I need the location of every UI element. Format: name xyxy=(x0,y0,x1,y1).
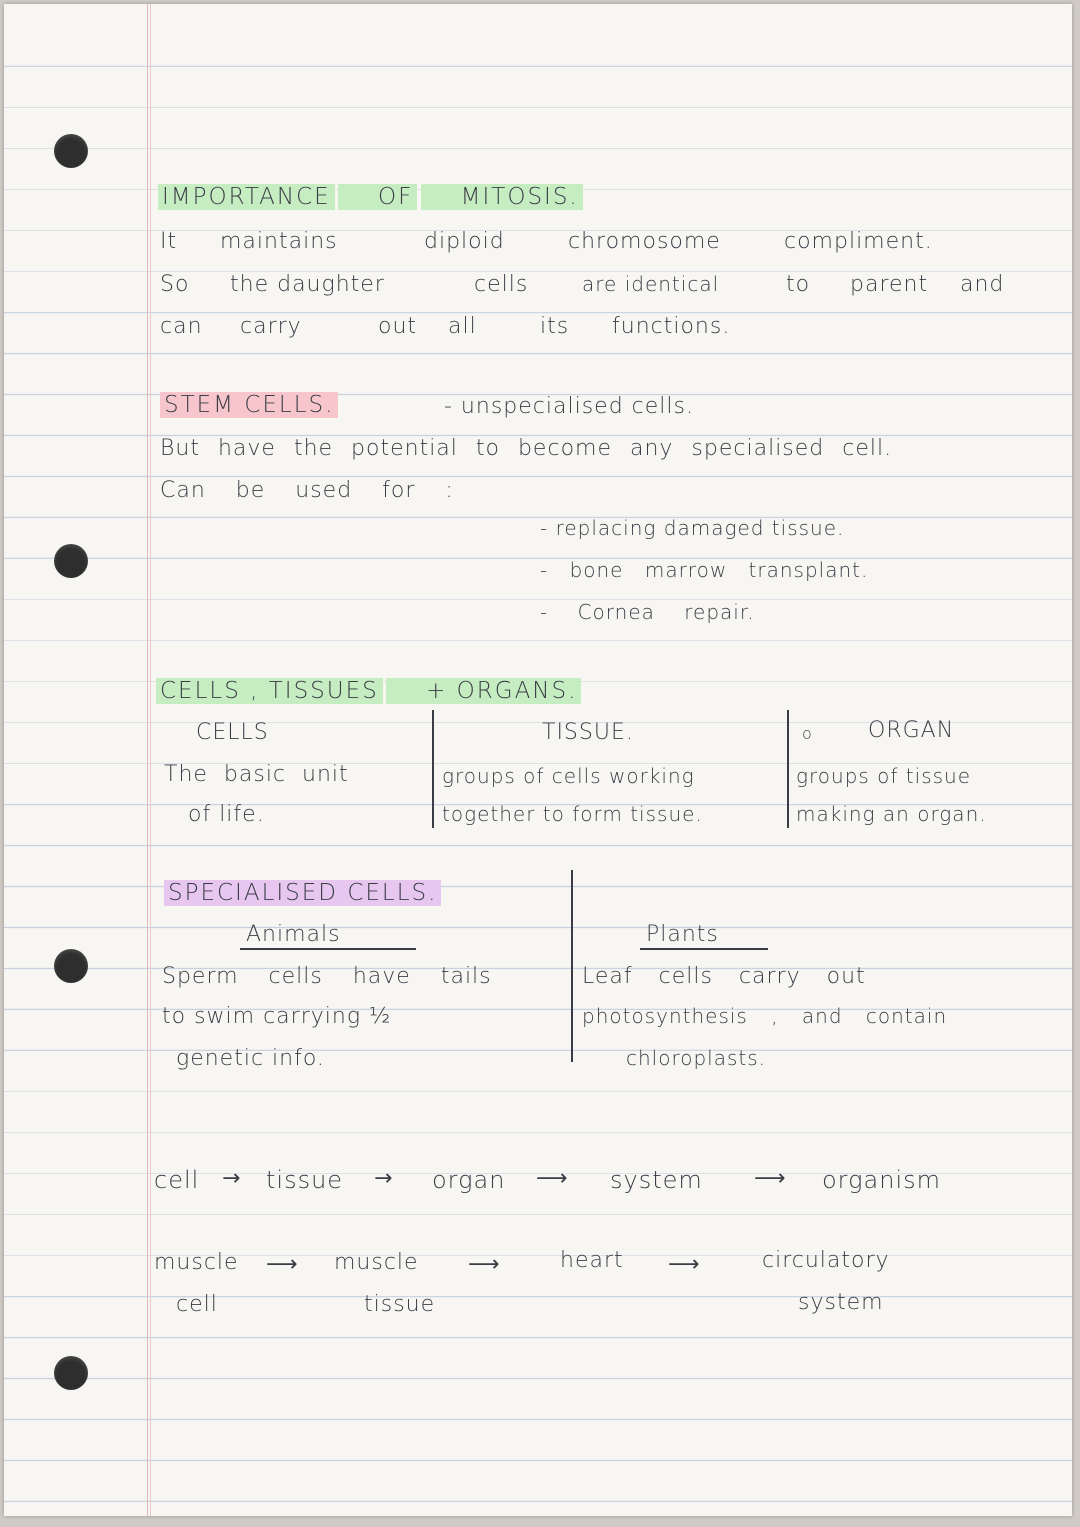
organ-column-title: ORGAN xyxy=(868,718,955,743)
mitosis-heading xyxy=(158,184,583,210)
animals-text: to swim carrying ½ xyxy=(162,1004,392,1029)
plants-title: Plants xyxy=(646,922,719,947)
stem-used-for: Can be used for : xyxy=(160,478,454,503)
stem-use-item: - replacing damaged tissue. xyxy=(540,516,845,540)
mitosis-word: out xyxy=(378,314,418,339)
mitosis-heading-word: OF xyxy=(338,184,417,210)
mitosis-word: maintains xyxy=(220,229,338,254)
cto-heading-part: CELLS , TISSUES xyxy=(156,678,383,704)
animals-title: Animals xyxy=(246,922,341,947)
notebook-page xyxy=(4,4,1072,1516)
stem-definition: - unspecialised cells. xyxy=(444,394,694,419)
column-divider xyxy=(787,710,789,828)
plants-text: chloroplasts. xyxy=(626,1046,767,1070)
cells-column-text: The basic unit xyxy=(164,762,349,787)
cells-column-text: of life. xyxy=(188,802,265,827)
mitosis-word: It xyxy=(160,229,178,254)
stem-potential: But have the potential to become any specialised cell. xyxy=(160,436,893,461)
right-arrow-icon: ⟶ xyxy=(754,1166,786,1191)
column-divider xyxy=(432,710,434,828)
margin-line xyxy=(150,4,151,1516)
mitosis-word: cells xyxy=(474,272,529,297)
mitosis-word: and xyxy=(960,272,1005,297)
hierarchy-item: cell xyxy=(154,1166,200,1194)
mitosis-word: chromosome xyxy=(568,229,721,254)
example-item: cell xyxy=(176,1292,218,1317)
hierarchy-item: tissue xyxy=(266,1166,344,1194)
mitosis-word: parent xyxy=(850,272,929,297)
margin-line xyxy=(147,4,148,1516)
mitosis-word: compliment. xyxy=(784,229,933,254)
plants-text: Leaf cells carry out xyxy=(582,964,866,989)
cells-column-title: CELLS xyxy=(196,720,269,745)
hierarchy-item: organism xyxy=(822,1166,941,1194)
stem-use-item: - bone marrow transplant. xyxy=(540,558,869,582)
specialised-heading xyxy=(164,880,441,906)
hierarchy-item: system xyxy=(610,1166,703,1194)
punch-hole xyxy=(54,949,88,983)
right-arrow-icon: ⟶ xyxy=(668,1252,700,1277)
mitosis-word: are identical xyxy=(582,272,720,296)
mitosis-word: to xyxy=(786,272,811,297)
mitosis-word: diploid xyxy=(424,229,505,254)
cto-heading-part: + ORGANS. xyxy=(386,678,581,704)
stem-heading xyxy=(160,392,338,418)
tissue-column-text: groups of cells working xyxy=(442,764,695,788)
mitosis-heading-word: MITOSIS. xyxy=(421,184,583,210)
hierarchy-item: organ xyxy=(432,1166,506,1194)
example-item: system xyxy=(798,1290,884,1315)
punch-hole xyxy=(54,134,88,168)
example-item: muscle xyxy=(334,1250,419,1275)
mitosis-word: can xyxy=(160,314,203,339)
organ-bullet: o xyxy=(802,724,813,743)
mitosis-word: its xyxy=(540,314,570,339)
animals-underline xyxy=(240,948,416,950)
right-arrow-icon: → xyxy=(222,1166,241,1191)
right-arrow-icon: ⟶ xyxy=(266,1252,298,1277)
tissue-column-title: TISSUE. xyxy=(542,720,634,745)
mitosis-word: carry xyxy=(240,314,302,339)
example-item: heart xyxy=(560,1248,624,1273)
organ-column-text: making an organ. xyxy=(796,802,987,826)
punch-hole xyxy=(54,544,88,578)
right-arrow-icon: → xyxy=(374,1166,393,1191)
mitosis-word: So xyxy=(160,272,190,297)
mitosis-heading-word: IMPORTANCE xyxy=(158,184,335,210)
mitosis-word: functions. xyxy=(612,314,731,339)
plants-underline xyxy=(640,948,768,950)
cto-heading xyxy=(156,678,581,704)
right-arrow-icon: ⟶ xyxy=(536,1166,568,1191)
stem-heading-text: STEM CELLS. xyxy=(160,392,338,418)
animals-text: Sperm cells have tails xyxy=(162,964,492,989)
right-arrow-icon: ⟶ xyxy=(468,1252,500,1277)
organ-column-text: groups of tissue xyxy=(796,764,972,788)
animals-text: genetic info. xyxy=(176,1046,325,1071)
stem-use-item: - Cornea repair. xyxy=(540,600,755,624)
punch-hole xyxy=(54,1356,88,1390)
example-item: muscle xyxy=(154,1250,239,1275)
mitosis-word: the daughter xyxy=(230,272,385,297)
example-item: circulatory xyxy=(762,1248,890,1273)
example-item: tissue xyxy=(364,1292,436,1317)
plants-text: photosynthesis , and contain xyxy=(582,1004,948,1028)
column-divider xyxy=(571,870,573,1062)
tissue-column-text: together to form tissue. xyxy=(442,802,703,826)
mitosis-word: all xyxy=(448,314,477,339)
specialised-heading-text: SPECIALISED CELLS. xyxy=(164,880,441,906)
